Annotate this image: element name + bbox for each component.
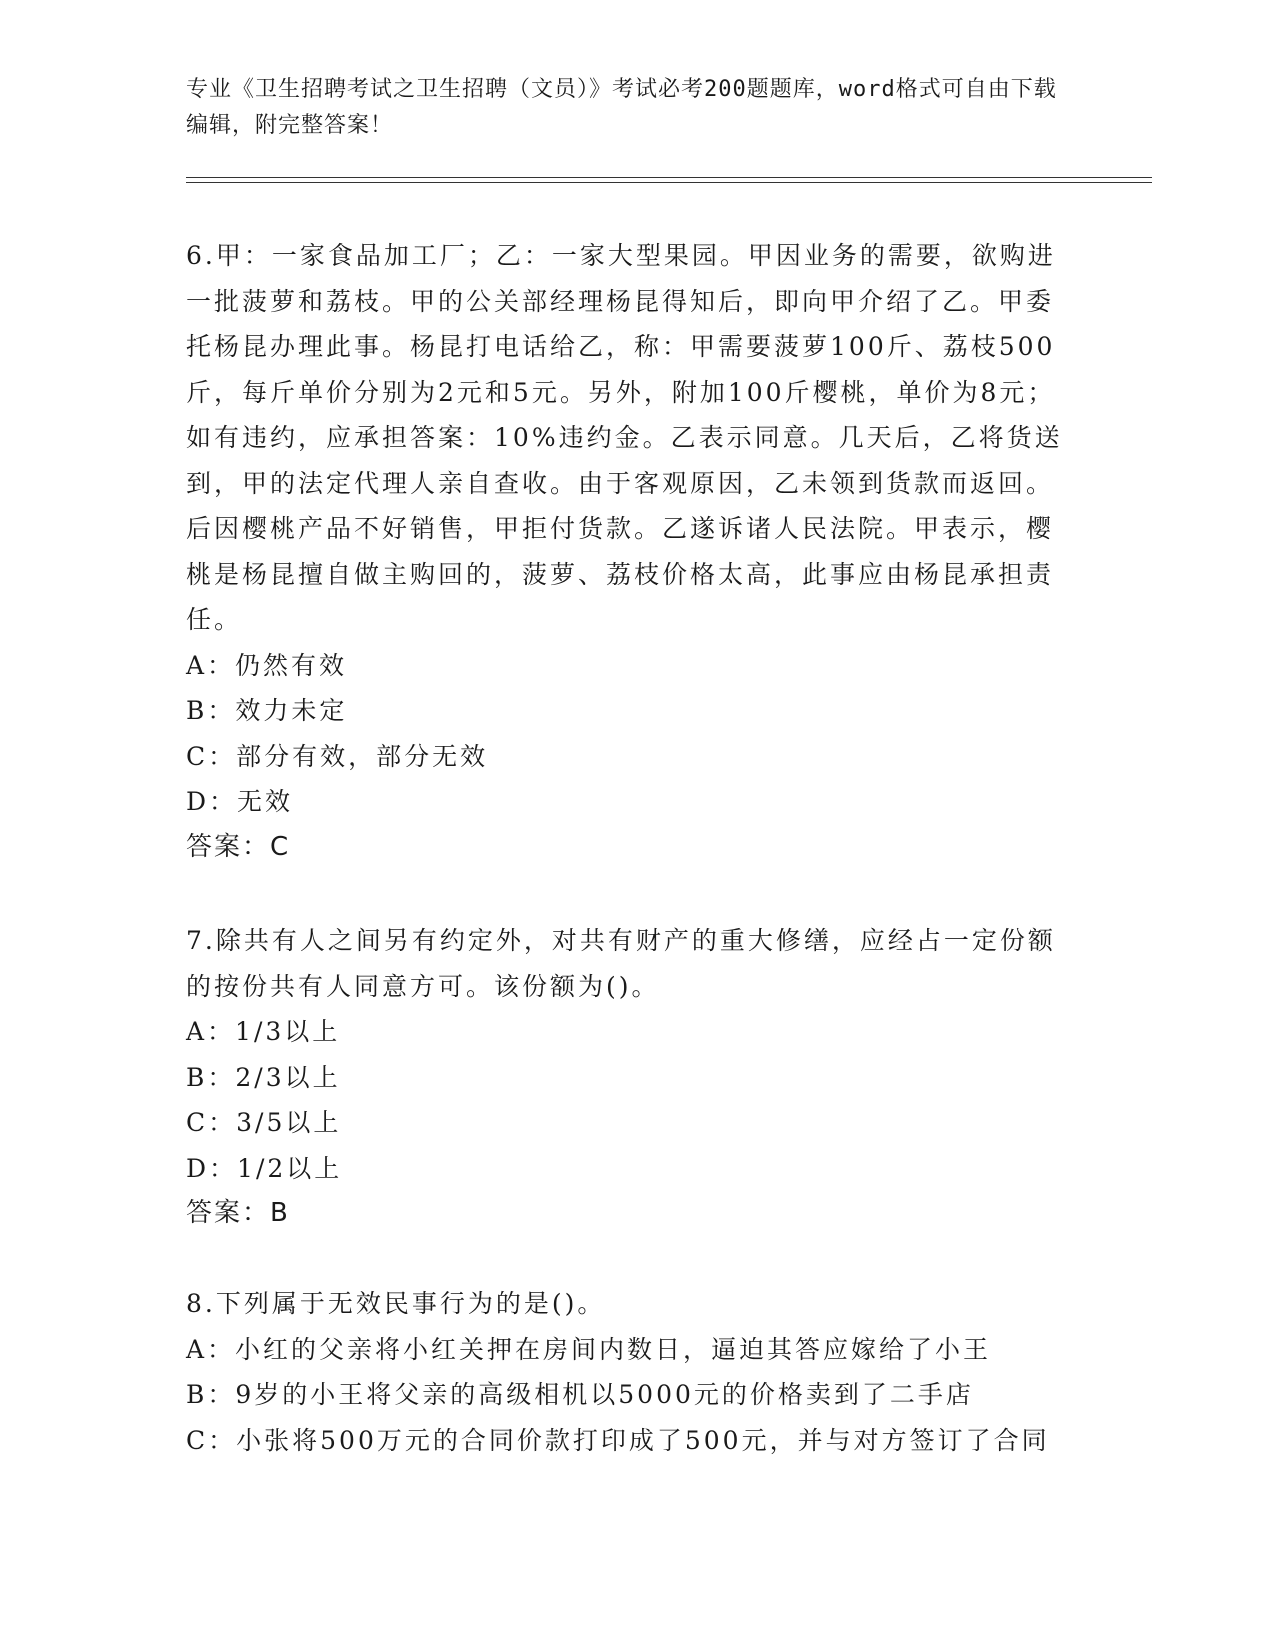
option-b: B：2/3以上 <box>186 1062 341 1092</box>
answer: 答案：C <box>186 831 291 862</box>
option-a: A：仍然有效 <box>186 650 348 680</box>
option-c: C：3/5以上 <box>186 1108 342 1137</box>
option-a: A：1/3以上 <box>186 1017 341 1046</box>
question-7 <box>186 918 1066 1237</box>
answer: 答案：B <box>186 1198 290 1228</box>
option-b: B：9岁的小王将父亲的高级相机以5000元的价格卖到了二手店 <box>186 1380 974 1409</box>
option-a: A：小红的父亲将小红关押在房间内数日，逼迫其答应嫁给了小王 <box>186 1334 992 1364</box>
question-stem: 6.甲：一家食品加工厂；乙：一家大型果园。甲因业务的需要，欲购进一批菠萝和荔枝。甲的公关部经理杨昆得知后，即向甲介绍了乙。甲委托杨昆办理此事。杨昆打电话给乙，称：甲需要菠萝100斤、荔枝500斤，每斤单价分别为2元和5元。另外，附加100斤樱桃，单价为8元；如有违约，应承担答案：10%违约金。乙表示同意。几天后，乙将货送到，甲的法定代理人亲自查收。由于客观原因，乙未领到货款而返回。后因樱桃产品不好销售，甲拒付货款。乙遂诉诸人民法院。甲表示，樱桃是杨昆擅自做主购回的，菠萝、荔枝价格太高，此事应由杨昆承担责任。 <box>186 241 1063 634</box>
header-divider-bottom <box>186 182 1152 183</box>
question-stem: 8.下列属于无效民事行为的是()。 <box>186 1289 606 1318</box>
question-stem: 7.除共有人之间另有约定外，对共有财产的重大修缮，应经占一定份额的按份共有人同意方可。该份额为()。 <box>186 926 1056 1001</box>
question-6 <box>186 233 1066 870</box>
document-header: 专业《卫生招聘考试之卫生招聘（文员）》考试必考200题题库，word格式可自由下载编辑，附完整答案！ <box>186 77 1057 138</box>
option-b: B：效力未定 <box>186 696 348 725</box>
question-8 <box>186 1281 1066 1463</box>
option-d: D：1/2以上 <box>186 1153 343 1183</box>
option-d: D：无效 <box>186 787 294 816</box>
header-divider-top <box>186 177 1152 178</box>
option-c: C：部分有效，部分无效 <box>186 741 489 771</box>
option-c: C：小张将500万元的合同价款打印成了500元，并与对方签订了合同 <box>186 1425 1050 1455</box>
